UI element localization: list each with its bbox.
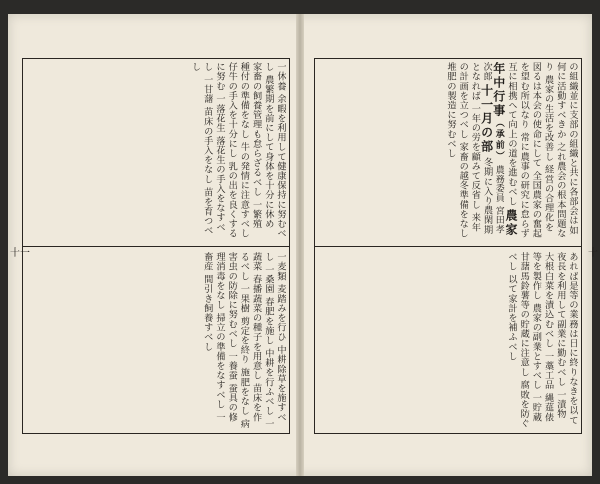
left-page xyxy=(22,58,290,434)
article-title-text: 農家年中行事 xyxy=(491,62,518,238)
right-page-divider xyxy=(314,246,582,247)
section-text: 冬期に入り農閑期となれば 一年の労を顧みて反省し 来年の計画を立つべし 家畜の越冬準備をなし 堆肥の製造に努むべし xyxy=(444,62,493,239)
left-page-number: 十一 xyxy=(10,248,30,259)
left-top-text: 一休養 余暇を利用して健康保持に努むべし 農繁期を前にして身体を十分に休め 家畜の飼養管理も怠らざるべし 一繁殖 種付の準備をなし 牛の発情に注意すべし 仔牛の手入を十分にし 乳の出を良くするに努む 一落花生 落花生の手入をなすべし 一甘藷 苗床の手入をなし 苗を育つべし xyxy=(189,62,286,239)
right-bottom-text: あれば是等の業務は日に終りなきを以て 夜長を利用して副業に勤むべし 一漬物 大根白菜を漬込むべし 一藁工品 縄莚俵等を製作し 農家の副業とすべし 一貯蔵 甘藷馬鈴薯等の貯蔵に注意し 腐敗を防ぐべし 以て家計を補ふべし xyxy=(505,252,578,429)
book-spread xyxy=(8,14,598,476)
section-heading: 十一月の部 xyxy=(479,84,494,155)
left-page-divider xyxy=(22,246,290,247)
right-page-number: 十 xyxy=(588,248,598,259)
right-page xyxy=(314,58,582,434)
article-title-note: （承前） xyxy=(493,118,504,162)
right-top-paragraph: の組織並に支部の組織と共に各部会は如何に活動すべきか 之れ農会の根本問題なり 農家の生活を改善し 経営の合理化を図るは本会の使命にして 全国農家の奮起を望む所以なり 常に農事の研究に怠らず 互に相携へて向上の道を進むべし xyxy=(505,62,578,239)
right-top-text xyxy=(318,62,578,240)
left-bottom-text: 一麦類 麦踏みを行ひ 中耕除草を施すべし 一桑園 春肥を施し 中耕を行ふべし 一蔬菜 春播蔬菜の種子を用意し 苗床を作るべし 一果樹 剪定を終り 施肥をなし 病害虫の防除に努むべし 一養蚕 蚕具の修理消毒をなし 掃立の準備をなすべし 一畜産 間引き飼養すべし xyxy=(201,252,286,429)
article-author: 農務委員 宮田孝次郎 xyxy=(481,62,504,235)
book-gutter xyxy=(296,14,304,476)
